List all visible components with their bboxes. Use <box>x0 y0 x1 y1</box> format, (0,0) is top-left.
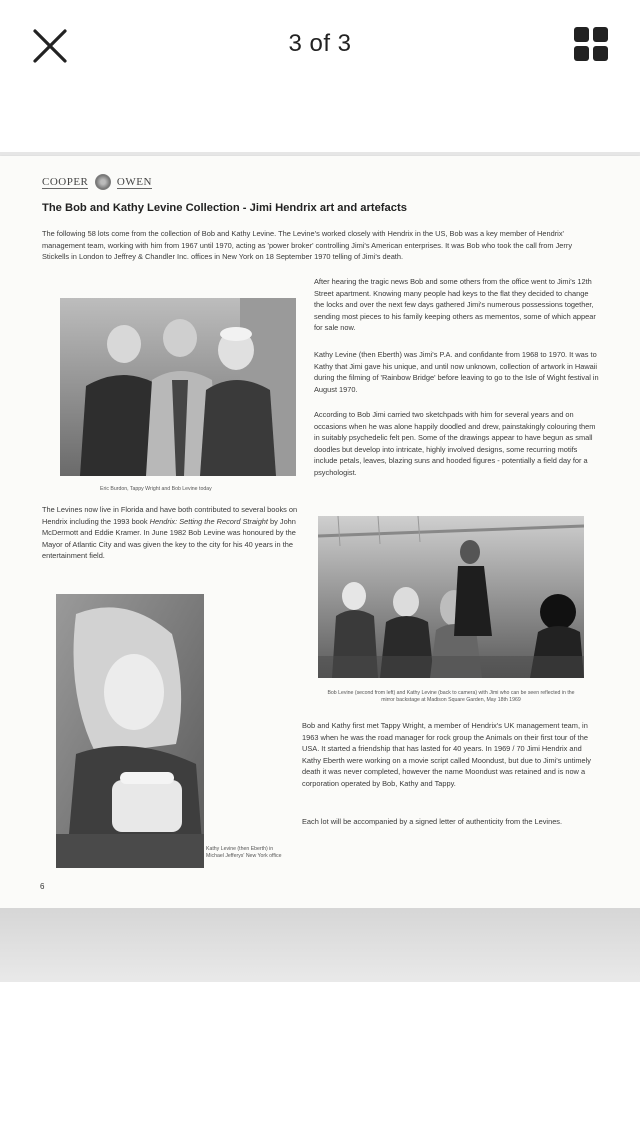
page-bottom-edge <box>0 908 640 982</box>
page-counter-title: 3 of 3 <box>288 30 352 57</box>
logo-word-right: OWEN <box>116 175 152 188</box>
book-title: Hendrix: Setting the Record Straight <box>149 516 268 526</box>
left-paragraph-2 <box>42 504 298 562</box>
logo-emblem-icon <box>95 174 111 190</box>
photo-caption-2: Bob Levine (second from left) and Kathy Levine (back to camera) with Jimi who can be seen reflected in the mirror backstage at Madison Square Garden, May 18th 1969 <box>327 690 575 703</box>
grid-view-icon[interactable] <box>574 27 608 61</box>
right-paragraph-5: Each lot will be accompanied by a signed letter of authenticity from the Levines. <box>302 817 563 826</box>
photo-woman-phone <box>56 594 204 868</box>
article-heading: The Bob and Kathy Levine Collection - Jimi Hendrix art and artefacts <box>42 202 407 214</box>
right-paragraph-3: According to Bob Jimi carried two sketchpads with him for several years and on occasions when he was alone happily doodled and drew, painstakingly colouring them in suitably psychedelic felt pen. Some of the drawings appear to have begun as small doodles but develop into intricate, highly involved designs, some recurring motifs include petals, leaves, blazing suns and hooded figures - potentially a field day for a psychologist. <box>314 410 596 477</box>
right-paragraph-4: Bob and Kathy first met Tappy Wright, a member of Hendrix's UK management team, in 1963 when he was the road manager for rock group the Animals on their first tour of the USA. It started a friendship that has lasted for 40 years. In 1969 / 70 Jimi Hendrix and Kathy Eberth were working on a movie script called Moondust, but due to Jimi's untimely death it was never completed, however the name Moondust was retained and is now a corporation operated by Bob, Kathy and Tappy. <box>302 721 591 788</box>
photo-caption-1: Eric Burdon, Tappy Wright and Bob Levine today <box>100 486 212 492</box>
right-paragraph-1: After hearing the tragic news Bob and some others from the office went to Jimi's 12th Street apartment. Knowing many people had keys to the flat they decided to change the locks and over the next few days gathered Jimi's numerous possessions together, sending most pieces to his family keeping others as mementos, some of which appear for sale now. <box>314 277 596 333</box>
intro-paragraph: The following 58 lots come from the collection of Bob and Kathy Levine. The Levine's worked closely with Hendrix in the US, Bob was a key member of Hendrix' management team, working with him from 1967 until 1970, acting as 'power broker' controlling Jimi's American enterprises. It was Bob who took the call from Jerry Stickells in London to Jeffrey & Chandler Inc. offices in New York on 18 September 1970 telling of Jimi's death. <box>42 229 573 262</box>
photo-caption-3: Kathy Levine (then Eberth) in Michael Jefferys' New York office <box>206 846 282 859</box>
right-paragraph-2: Kathy Levine (then Eberth) was Jimi's P.A. and confidante from 1968 to 1970. It was to Kathy that Jimi gave his unique, and until now unknown, collection of artwork in Hawaii during the filming of 'Rainbow Bridge' before leaving to go to the Isle of Wight festival in August 1970. <box>314 350 599 394</box>
left-paragraph-2-text-b: by John McDermott and Eddie Kramer. In June 1982 Bob Levine was honoured by the Mayor of Atlantic City and was given the key to the city for his 40 years in the entertainment field. <box>42 516 296 561</box>
page-number: 6 <box>40 882 45 891</box>
auction-house-logo <box>42 174 152 190</box>
left-paragraph-2-text-a: The Levines now live in Florida and have both contributed to several books on Hendrix including the 1993 book <box>42 505 298 526</box>
photo-three-men <box>60 298 296 476</box>
top-bar <box>0 0 640 90</box>
photo-backstage <box>318 516 584 678</box>
logo-word-left: COOPER <box>42 175 89 188</box>
document-page[interactable] <box>0 156 640 908</box>
